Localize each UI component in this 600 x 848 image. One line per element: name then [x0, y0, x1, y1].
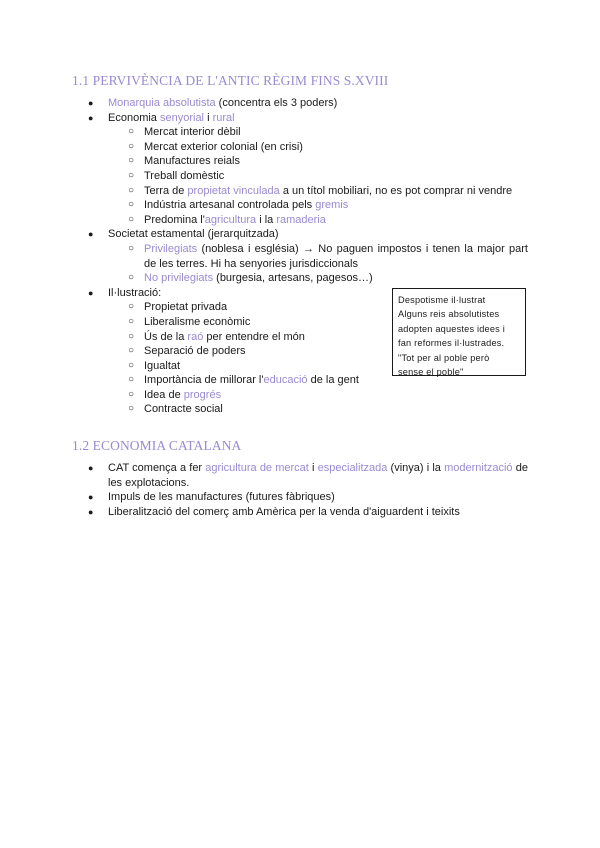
list-item-impuls [72, 490, 532, 505]
list-item-industria [72, 198, 532, 213]
terra-label: Terra de [144, 184, 188, 197]
no-privilegiats-detail: (burgesia, artesans, pagesos…) [213, 272, 373, 285]
note-line: sense el poble" [398, 367, 464, 378]
highlight-modernitzacio: modernització [444, 462, 513, 474]
circle-bullet-icon: ○ [128, 199, 135, 211]
list-item-monarquia [72, 96, 532, 111]
privilegiats-paragraph [144, 242, 528, 271]
list-item-predomina [72, 213, 532, 228]
propietat-text: Propietat privada [144, 301, 228, 314]
circle-bullet-icon: ○ [128, 374, 135, 386]
note-line: fan reformes il·lustrades. [398, 338, 505, 349]
illustracio-label: Il·lustració: [108, 286, 162, 299]
bullet-icon: ● [88, 112, 94, 123]
list-item-no-privilegiats [72, 271, 532, 286]
highlight-agricultura-mercat: agricultura de mercat [205, 462, 309, 474]
list-item-manufactures [72, 154, 532, 169]
list-item-idea [72, 388, 532, 403]
highlight-rao: raó [187, 330, 204, 343]
list-item-cat [72, 461, 532, 490]
highlight-rural: rural [212, 111, 235, 124]
predomina-text: Predomina l' [144, 213, 205, 226]
highlight-ramaderia: ramaderia [276, 213, 326, 226]
separacio-text: Separació de poders [144, 345, 246, 358]
section-heading-economia-catalana: 1.2 ECONOMIA CATALANA [72, 438, 242, 453]
mercat-exterior-text: Mercat exterior colonial (en crisi) [144, 140, 303, 153]
igualtat-text: Igualtat [144, 359, 181, 372]
cat-connector-2: (vinya) i la [387, 462, 445, 474]
manufactures-text: Manufactures reials [144, 155, 240, 168]
circle-bullet-icon: ○ [128, 169, 135, 181]
highlight-agricultura: agricultura [204, 213, 257, 226]
circle-bullet-icon: ○ [128, 272, 135, 284]
highlight-propietat-vinculada: propietat vinculada [187, 184, 280, 197]
bullet-icon: ● [88, 506, 94, 517]
note-line: "Tot per al poble però [398, 352, 490, 363]
idea-label: Idea de [144, 388, 184, 401]
highlight-progres: progrés [183, 388, 222, 401]
mercat-interior-text: Mercat interior dèbil [144, 126, 241, 139]
list-item-privilegiats [72, 242, 532, 271]
list-item-mercat-interior [72, 125, 532, 140]
liberalitzacio-text: Liberalització del comerç amb Amèrica per la venda d'aiguardent i teixits [108, 505, 460, 518]
cat-detail: de les explotacions. [108, 462, 528, 489]
despotisme-note-box [392, 288, 526, 376]
bullet-icon: ● [88, 463, 94, 473]
circle-bullet-icon: ○ [128, 184, 135, 196]
circle-bullet-icon: ○ [128, 315, 135, 327]
note-title: Despotisme il·lustrat [398, 295, 486, 305]
circle-bullet-icon: ○ [128, 155, 135, 167]
circle-bullet-icon: ○ [128, 345, 135, 357]
list-item-terra [72, 184, 532, 199]
us-rao-label: Ús de la [144, 330, 188, 343]
contracte-text: Contracte social [144, 403, 223, 416]
terra-detail: a un títol mobiliari, no es pot comprar ni vendre [279, 184, 513, 197]
list-item-economia [72, 111, 532, 126]
circle-bullet-icon: ○ [128, 140, 135, 152]
industria-text: Indústria artesanal controlada pels [144, 199, 316, 212]
liberalisme-text: Liberalisme econòmic [144, 315, 251, 328]
circle-bullet-icon: ○ [128, 388, 135, 400]
predomina-connector: i la [256, 213, 277, 226]
cat-connector-1: i [308, 462, 318, 474]
cat-label: CAT comença a fer [108, 462, 206, 474]
circle-bullet-icon: ○ [128, 403, 135, 415]
impuls-text: Impuls de les manufactures (futures fàbriques) [108, 491, 335, 504]
section-heading-antic-regim: 1.1 PERVIVÈNCIA DE L'ANTIC RÈGIM FINS S.XVIII [72, 73, 389, 88]
note-line: Alguns reis absolutistes [398, 309, 500, 320]
note-line: adopten aquestes idees i [398, 323, 505, 334]
circle-bullet-icon: ○ [128, 126, 135, 138]
bullet-icon: ● [88, 492, 94, 503]
bullet-icon: ● [88, 287, 94, 298]
circle-bullet-icon: ○ [128, 301, 135, 313]
importancia-label: Importància de millorar l' [144, 374, 264, 387]
highlight-senyorial: senyorial [159, 111, 205, 124]
highlight-educacio: educació [263, 374, 308, 387]
list-item-societat [72, 227, 532, 242]
list-item-mercat-exterior [72, 140, 532, 155]
list-item-contracte [72, 402, 532, 417]
cat-paragraph [108, 461, 528, 490]
treball-text: Treball domèstic [144, 169, 225, 182]
importancia-detail: de la gent [307, 374, 359, 387]
bullet-icon: ● [88, 98, 94, 108]
circle-bullet-icon: ○ [128, 359, 135, 371]
highlight-gremis: gremis [315, 199, 349, 212]
monarquia-detail: (concentra els 3 poders) [215, 97, 338, 109]
economia-label: Economia [108, 111, 160, 124]
list-item-liberalitzacio [72, 505, 532, 520]
us-rao-detail: per entendre el món [203, 330, 305, 343]
circle-bullet-icon: ○ [128, 213, 135, 225]
circle-bullet-icon: ○ [128, 242, 135, 254]
highlight-privilegiats: Privilegiats [144, 242, 198, 255]
circle-bullet-icon: ○ [128, 330, 135, 342]
economia-catalana-list [72, 461, 532, 519]
list-item-treball [72, 169, 532, 184]
privilegiats-detail: (noblesa i església) → No paguen impostos i tenen la major part de les terres. Hi ha senyories jurisdiccionals [144, 242, 528, 270]
societat-label: Societat estamental (jerarquitzada) [108, 228, 279, 241]
highlight-monarquia: Monarquia absolutista [108, 97, 216, 109]
highlight-no-privilegiats: No privilegiats [144, 272, 214, 285]
economia-connector: i [204, 111, 213, 124]
bullet-icon: ● [88, 229, 94, 240]
highlight-especialitzada: especialitzada [317, 462, 388, 474]
